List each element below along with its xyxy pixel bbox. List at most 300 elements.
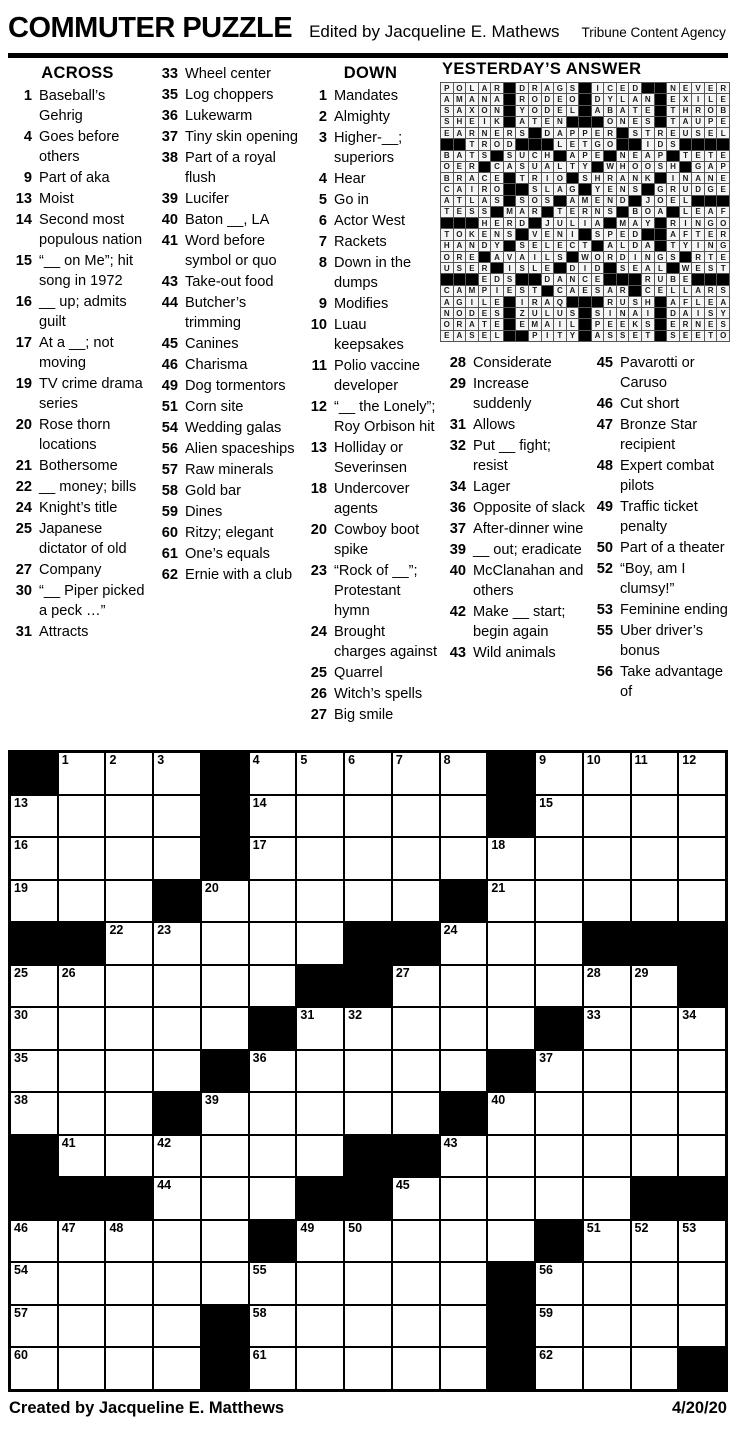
grid-cell-black xyxy=(250,1008,296,1049)
grid-cell[interactable] xyxy=(679,1306,725,1347)
grid-cell[interactable] xyxy=(584,1178,630,1219)
grid-cell[interactable] xyxy=(11,1093,57,1134)
grid-cell[interactable] xyxy=(536,1306,582,1347)
grid-cell[interactable] xyxy=(679,1008,725,1049)
grid-cell[interactable] xyxy=(679,1136,725,1177)
clue-number: 36 xyxy=(449,500,466,516)
answer-cell-black xyxy=(454,139,466,149)
clue-text: Go in xyxy=(334,192,369,208)
grid-cell[interactable] xyxy=(441,1306,487,1347)
answer-cell: R xyxy=(479,263,491,273)
grid-cell[interactable] xyxy=(297,838,343,879)
answer-cell: M xyxy=(579,196,591,206)
clue-number: 9 xyxy=(318,296,327,312)
cell-number: 16 xyxy=(14,838,28,853)
grid-cell[interactable] xyxy=(584,1263,630,1304)
answer-cell: T xyxy=(629,106,641,116)
answer-cell: S xyxy=(516,196,528,206)
grid-cell[interactable] xyxy=(345,1051,391,1092)
clue-number: 49 xyxy=(161,378,178,394)
answer-cell: D xyxy=(617,252,629,262)
answer-cell: U xyxy=(554,218,566,228)
clue-text: Almighty xyxy=(334,109,390,125)
grid-cell[interactable] xyxy=(297,881,343,922)
grid-cell[interactable] xyxy=(59,966,105,1007)
grid-cell[interactable] xyxy=(536,753,582,794)
answer-cell: N xyxy=(567,274,579,284)
cell-number: 31 xyxy=(300,1008,315,1023)
grid-cell[interactable] xyxy=(536,923,582,964)
answer-cell: U xyxy=(617,297,629,307)
clue-item xyxy=(152,376,302,396)
clue-text: Mandates xyxy=(334,88,399,104)
grid-cell[interactable] xyxy=(11,966,57,1007)
grid-cell[interactable] xyxy=(106,753,152,794)
grid-cell[interactable] xyxy=(106,1221,152,1262)
grid-cell[interactable] xyxy=(59,838,105,879)
grid-cell[interactable] xyxy=(11,881,57,922)
clue-text: Quarrel xyxy=(334,665,383,681)
grid-cell[interactable] xyxy=(488,1221,534,1262)
grid-cell[interactable] xyxy=(679,1221,725,1262)
grid-cell[interactable] xyxy=(154,1263,200,1304)
clue-text: Bronze Star recipient xyxy=(620,417,698,453)
cell-number: 26 xyxy=(61,965,76,980)
grid-cell[interactable] xyxy=(393,1178,439,1219)
grid-cell[interactable] xyxy=(584,1221,630,1262)
grid-cell[interactable] xyxy=(441,1051,487,1092)
grid-cell[interactable] xyxy=(632,1008,678,1049)
grid-cell[interactable] xyxy=(679,838,725,879)
grid-cell[interactable] xyxy=(154,1348,200,1389)
clue-text: Considerate xyxy=(473,355,552,371)
grid-cell[interactable] xyxy=(345,1348,391,1389)
answer-cell: B xyxy=(441,151,453,161)
grid-cell[interactable] xyxy=(441,1263,487,1304)
clue-number: 50 xyxy=(596,540,613,556)
answer-cell: T xyxy=(529,286,541,296)
grid-cell[interactable] xyxy=(59,1008,105,1049)
grid-cell[interactable] xyxy=(393,1051,439,1092)
grid-cell[interactable] xyxy=(345,1263,391,1304)
answer-cell: O xyxy=(529,106,541,116)
answer-cell: D xyxy=(479,241,491,251)
cell-number: 1 xyxy=(61,753,69,767)
grid-cell[interactable] xyxy=(297,1008,343,1049)
clue-number: 51 xyxy=(161,399,178,415)
grid-cell[interactable] xyxy=(345,1093,391,1134)
grid-cell[interactable] xyxy=(441,1348,487,1389)
grid-cell[interactable] xyxy=(393,753,439,794)
grid-cell[interactable] xyxy=(345,1008,391,1049)
grid-cell[interactable] xyxy=(536,838,582,879)
clue-text: Corn site xyxy=(185,399,244,415)
grid-cell[interactable] xyxy=(154,1178,200,1219)
grid-cell[interactable] xyxy=(632,881,678,922)
grid-cell[interactable] xyxy=(106,1051,152,1092)
grid-cell[interactable] xyxy=(297,796,343,837)
cell-number: 19 xyxy=(14,880,28,895)
answer-cell: A xyxy=(454,106,466,116)
answer-cell: E xyxy=(491,319,503,329)
grid-cell[interactable] xyxy=(584,881,630,922)
grid-cell[interactable] xyxy=(154,1136,200,1177)
grid-cell[interactable] xyxy=(250,838,296,879)
grid-cell[interactable] xyxy=(441,966,487,1007)
grid-cell[interactable] xyxy=(11,1221,57,1262)
grid-cell[interactable] xyxy=(632,1306,678,1347)
grid-cell-black xyxy=(11,923,57,964)
answer-cell: R xyxy=(667,218,679,228)
grid-cell[interactable] xyxy=(584,838,630,879)
clue-text: Part of aka xyxy=(39,170,110,186)
answer-cell: M xyxy=(504,207,516,217)
grid-cell[interactable] xyxy=(488,838,534,879)
grid-cell[interactable] xyxy=(632,796,678,837)
grid-cell[interactable] xyxy=(488,1136,534,1177)
grid-cell[interactable] xyxy=(59,796,105,837)
answer-cell-black xyxy=(629,196,641,206)
answer-cell: O xyxy=(655,196,667,206)
grid-cell[interactable] xyxy=(154,966,200,1007)
grid-cell[interactable] xyxy=(106,966,152,1007)
clue-item xyxy=(6,477,149,497)
grid-cell[interactable] xyxy=(393,1093,439,1134)
grid-cell[interactable] xyxy=(679,1263,725,1304)
grid-cell[interactable] xyxy=(297,923,343,964)
grid-cell[interactable] xyxy=(106,1306,152,1347)
grid-cell[interactable] xyxy=(106,796,152,837)
masthead xyxy=(0,0,736,45)
grid-cell[interactable] xyxy=(632,753,678,794)
grid-cell[interactable] xyxy=(297,1051,343,1092)
grid-cell[interactable] xyxy=(488,1008,534,1049)
grid-cell[interactable] xyxy=(536,966,582,1007)
answer-cell: E xyxy=(629,117,641,127)
grid-cell[interactable] xyxy=(297,1136,343,1177)
cell-number: 34 xyxy=(682,1008,697,1023)
grid-cell[interactable] xyxy=(536,1051,582,1092)
grid-cell[interactable] xyxy=(11,1306,57,1347)
clue-item xyxy=(301,315,440,355)
grid-cell[interactable] xyxy=(679,753,725,794)
grid-cell[interactable] xyxy=(345,796,391,837)
grid-cell[interactable] xyxy=(679,1051,725,1092)
grid-cell[interactable] xyxy=(536,881,582,922)
grid-cell[interactable] xyxy=(536,1348,582,1389)
grid-cell[interactable] xyxy=(154,1008,200,1049)
across-clue-list-2 xyxy=(152,64,302,585)
grid-cell[interactable] xyxy=(154,796,200,837)
answer-cell: A xyxy=(441,94,453,104)
grid-cell[interactable] xyxy=(59,1093,105,1134)
answer-cell: E xyxy=(680,83,692,93)
clue-text: Ernie with a club xyxy=(185,567,293,583)
clue-number: 37 xyxy=(449,521,466,537)
cell-number: 47 xyxy=(61,1220,76,1235)
grid-cell[interactable] xyxy=(345,881,391,922)
grid-cell[interactable] xyxy=(59,1051,105,1092)
grid-cell[interactable] xyxy=(441,1221,487,1262)
grid-cell[interactable] xyxy=(393,881,439,922)
answer-cell: S xyxy=(516,263,528,273)
grid-cell[interactable] xyxy=(202,1221,248,1262)
grid-cell[interactable] xyxy=(393,1263,439,1304)
grid-cell[interactable] xyxy=(345,1221,391,1262)
grid-cell[interactable] xyxy=(632,1136,678,1177)
answer-cell: R xyxy=(479,139,491,149)
grid-cell[interactable] xyxy=(536,1263,582,1304)
answer-cell: R xyxy=(604,128,616,138)
cell-number: 4 xyxy=(252,753,260,767)
grid-cell[interactable] xyxy=(59,1348,105,1389)
grid-cell[interactable] xyxy=(202,1136,248,1177)
grid-cell[interactable] xyxy=(202,1178,248,1219)
grid-cell[interactable] xyxy=(250,881,296,922)
answer-cell: L xyxy=(529,263,541,273)
answer-cell: A xyxy=(617,173,629,183)
grid-cell-black xyxy=(345,1136,391,1177)
answer-cell: Y xyxy=(592,184,604,194)
grid-cell[interactable] xyxy=(202,881,248,922)
clue-item xyxy=(440,436,587,476)
grid-cell[interactable] xyxy=(441,1008,487,1049)
answer-cell: S xyxy=(516,286,528,296)
grid-cell[interactable] xyxy=(202,1008,248,1049)
grid-cell[interactable] xyxy=(345,1306,391,1347)
grid-cell[interactable] xyxy=(488,966,534,1007)
answer-cell: R xyxy=(579,207,591,217)
grid-cell[interactable] xyxy=(632,1221,678,1262)
answer-cell: T xyxy=(579,241,591,251)
grid-cell[interactable] xyxy=(250,1136,296,1177)
grid-cell[interactable] xyxy=(202,1263,248,1304)
grid-cell[interactable] xyxy=(441,838,487,879)
answer-cell: O xyxy=(554,173,566,183)
grid-cell[interactable] xyxy=(536,1178,582,1219)
answer-cell: G xyxy=(554,83,566,93)
grid-cell[interactable] xyxy=(11,838,57,879)
answer-cell: O xyxy=(717,331,729,341)
answer-cell-black xyxy=(542,286,554,296)
answer-cell: T xyxy=(479,319,491,329)
answer-cell-black xyxy=(504,106,516,116)
answer-cell-black xyxy=(504,94,516,104)
answer-cell: A xyxy=(491,94,503,104)
grid-cell[interactable] xyxy=(536,1093,582,1134)
grid-cell[interactable] xyxy=(106,1093,152,1134)
grid-cell[interactable] xyxy=(250,923,296,964)
grid-cell[interactable] xyxy=(297,753,343,794)
grid-cell[interactable] xyxy=(584,1348,630,1389)
grid-cell[interactable] xyxy=(393,796,439,837)
answer-cell: T xyxy=(441,207,453,217)
clue-item xyxy=(440,374,587,414)
grid-cell[interactable] xyxy=(584,1051,630,1092)
grid-cell[interactable] xyxy=(11,1008,57,1049)
answer-cell: E xyxy=(441,331,453,341)
answer-cell: S xyxy=(529,184,541,194)
grid-cell[interactable] xyxy=(345,753,391,794)
answer-cell: A xyxy=(642,151,654,161)
cell-number: 45 xyxy=(395,1178,410,1193)
clue-number: 13 xyxy=(310,440,327,456)
grid-cell[interactable] xyxy=(250,1178,296,1219)
grid-cell[interactable] xyxy=(393,966,439,1007)
answer-cell: N xyxy=(466,241,478,251)
grid-cell[interactable] xyxy=(584,796,630,837)
answer-cell: O xyxy=(441,252,453,262)
answer-cell-black xyxy=(504,297,516,307)
grid-cell[interactable] xyxy=(297,1306,343,1347)
answer-cell: E xyxy=(579,286,591,296)
answer-cell: S xyxy=(491,196,503,206)
grid-cell-black xyxy=(488,1306,534,1347)
grid-cell[interactable] xyxy=(393,1221,439,1262)
answer-cell: R xyxy=(705,286,717,296)
grid-cell[interactable] xyxy=(250,1051,296,1092)
answer-cell: T xyxy=(441,229,453,239)
grid-cell[interactable] xyxy=(393,1306,439,1347)
answer-cell: A xyxy=(567,286,579,296)
grid-cell[interactable] xyxy=(106,1263,152,1304)
grid-cell[interactable] xyxy=(536,796,582,837)
grid-cell[interactable] xyxy=(393,1348,439,1389)
grid-cell[interactable] xyxy=(584,1136,630,1177)
grid-cell[interactable] xyxy=(106,1008,152,1049)
grid-cell[interactable] xyxy=(488,1178,534,1219)
grid-cell[interactable] xyxy=(393,838,439,879)
grid-cell[interactable] xyxy=(202,1093,248,1134)
grid-cell[interactable] xyxy=(584,1093,630,1134)
grid-cell[interactable] xyxy=(59,1221,105,1262)
clue-item xyxy=(301,438,440,478)
clue-item xyxy=(6,86,149,126)
grid-cell[interactable] xyxy=(11,1348,57,1389)
grid-cell[interactable] xyxy=(584,753,630,794)
grid-cell[interactable] xyxy=(250,1306,296,1347)
grid-cell[interactable] xyxy=(250,1093,296,1134)
grid-cell[interactable] xyxy=(632,1348,678,1389)
grid-cell[interactable] xyxy=(441,1178,487,1219)
clue-text: Rose thorn locations xyxy=(39,417,111,453)
answer-cell: I xyxy=(642,308,654,318)
grid-cell[interactable] xyxy=(154,923,200,964)
clue-number: 22 xyxy=(15,479,32,495)
grid-cell[interactable] xyxy=(632,838,678,879)
grid-cell[interactable] xyxy=(297,1348,343,1389)
grid-cell[interactable] xyxy=(154,1221,200,1262)
answer-cell: S xyxy=(441,117,453,127)
grid-cell[interactable] xyxy=(154,1306,200,1347)
cell-number: 22 xyxy=(109,923,124,938)
grid-cell[interactable] xyxy=(250,1263,296,1304)
cell-number: 15 xyxy=(539,795,553,810)
answer-cell: O xyxy=(705,106,717,116)
grid-cell[interactable] xyxy=(154,838,200,879)
grid-cell[interactable] xyxy=(106,881,152,922)
grid-cell[interactable] xyxy=(297,1263,343,1304)
grid-cell[interactable] xyxy=(11,1051,57,1092)
answer-cell: E xyxy=(479,331,491,341)
grid-cell[interactable] xyxy=(488,1093,534,1134)
answer-cell-black xyxy=(441,218,453,228)
grid-cell[interactable] xyxy=(106,838,152,879)
grid-cell[interactable] xyxy=(345,838,391,879)
grid-cell[interactable] xyxy=(250,1348,296,1389)
grid-cell[interactable] xyxy=(59,881,105,922)
grid-cell[interactable] xyxy=(250,966,296,1007)
grid-cell[interactable] xyxy=(584,1306,630,1347)
grid-cell[interactable] xyxy=(59,1263,105,1304)
grid-cell[interactable] xyxy=(11,1263,57,1304)
answer-cell: E xyxy=(454,162,466,172)
grid-cell[interactable] xyxy=(632,1263,678,1304)
grid-cell[interactable] xyxy=(106,1348,152,1389)
answer-cell: K xyxy=(466,229,478,239)
answer-cell: R xyxy=(479,184,491,194)
grid-cell[interactable] xyxy=(154,753,200,794)
grid-cell[interactable] xyxy=(632,1051,678,1092)
grid-cell[interactable] xyxy=(154,1051,200,1092)
grid-cell[interactable] xyxy=(250,753,296,794)
clue-text: Actor West xyxy=(334,213,406,229)
clue-item xyxy=(152,334,302,354)
answer-cell: T xyxy=(705,331,717,341)
answer-cell: R xyxy=(529,173,541,183)
grid-cell[interactable] xyxy=(59,1306,105,1347)
grid-cell[interactable] xyxy=(488,881,534,922)
grid-cell[interactable] xyxy=(441,796,487,837)
grid-cell[interactable] xyxy=(679,1093,725,1134)
grid-cell[interactable] xyxy=(441,923,487,964)
grid-cell[interactable] xyxy=(679,796,725,837)
answer-cell: T xyxy=(567,162,579,172)
grid-cell[interactable] xyxy=(297,1221,343,1262)
answer-cell: L xyxy=(466,196,478,206)
grid-cell[interactable] xyxy=(250,796,296,837)
grid-cell[interactable] xyxy=(297,1093,343,1134)
grid-cell[interactable] xyxy=(202,923,248,964)
answer-cell: E xyxy=(667,128,679,138)
grid-cell[interactable] xyxy=(632,1093,678,1134)
clue-item xyxy=(152,544,302,564)
grid-cell[interactable] xyxy=(441,1136,487,1177)
grid-cell[interactable] xyxy=(441,753,487,794)
grid-cell[interactable] xyxy=(632,966,678,1007)
grid-cell[interactable] xyxy=(11,796,57,837)
grid-cell[interactable] xyxy=(584,1008,630,1049)
grid-cell[interactable] xyxy=(679,881,725,922)
grid-cell[interactable] xyxy=(584,966,630,1007)
across-clue-list-1 xyxy=(6,86,149,642)
answer-cell: K xyxy=(629,319,641,329)
grid-cell[interactable] xyxy=(59,1136,105,1177)
grid-cell[interactable] xyxy=(536,1136,582,1177)
grid-cell[interactable] xyxy=(393,1008,439,1049)
answer-cell: S xyxy=(516,128,528,138)
grid-cell[interactable] xyxy=(106,923,152,964)
answer-cell-black xyxy=(579,106,591,116)
answer-cell-black xyxy=(567,173,579,183)
answer-cell: A xyxy=(441,297,453,307)
grid-cell[interactable] xyxy=(59,753,105,794)
answer-cell: A xyxy=(542,83,554,93)
answer-cell: H xyxy=(617,162,629,172)
grid-cell[interactable] xyxy=(106,1136,152,1177)
grid-cell[interactable] xyxy=(202,966,248,1007)
grid-cell[interactable] xyxy=(488,923,534,964)
